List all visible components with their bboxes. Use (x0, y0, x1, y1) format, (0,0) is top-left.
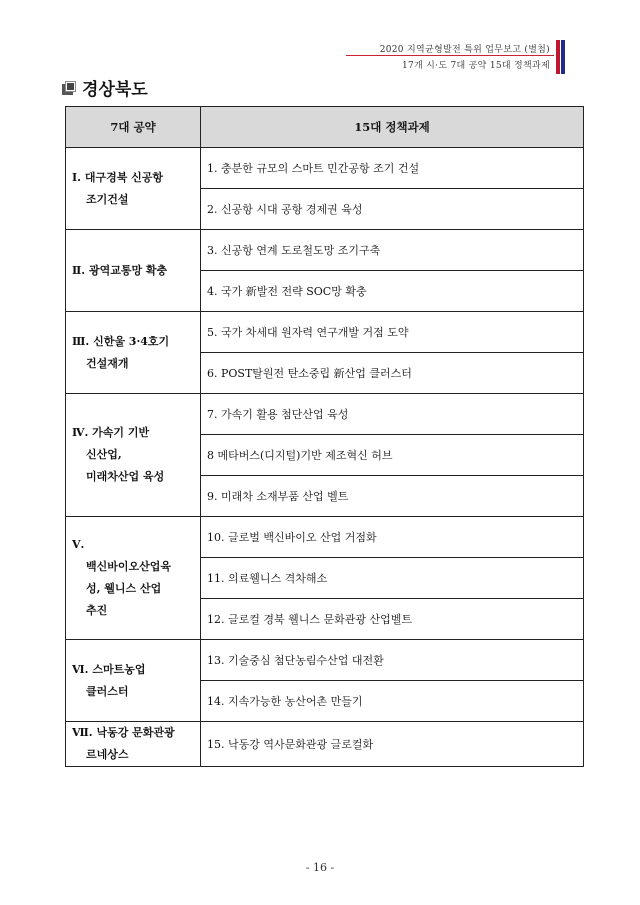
pledge-cell (66, 312, 201, 394)
task-cell: 2. 신공항 시대 공항 경제권 육성 (201, 189, 584, 230)
pledge-text: 대구경북 신공항 (84, 170, 164, 184)
column-header-tasks: 15대 정책과제 (201, 107, 584, 148)
task-cell: 12. 글로컬 경북 웰니스 문화관광 산업벨트 (201, 599, 584, 640)
task-cell: 1. 충분한 규모의 스마트 민간공항 조기 건설 (201, 148, 584, 189)
section-heading (62, 75, 148, 100)
report-header-title: 2020 지역균형발전 특위 업무보고 (별첨) (379, 45, 550, 55)
pledge-number: Ⅴ. (72, 538, 85, 551)
column-header-pledge: 7대 공약 (66, 107, 201, 148)
pledge-text: 건설재개 (86, 356, 129, 370)
pledge-text: 스마트농업 (92, 662, 146, 676)
task-cell: 8 메타버스(디지털)기반 제조혁신 허브 (201, 435, 584, 476)
header-flag-blue (561, 40, 565, 74)
pledge-text: 광역교통망 확충 (88, 263, 168, 277)
pledge-text: 성, 웰니스 산업 (86, 582, 162, 595)
pledge-text: 신산업, (86, 448, 122, 461)
header-rule (346, 55, 554, 56)
table-row (66, 230, 584, 271)
table-row (66, 394, 584, 435)
task-cell: 14. 지속가능한 농산어촌 만들기 (201, 681, 584, 722)
pledge-text: 르네상스 (86, 748, 129, 761)
table-row (66, 722, 584, 767)
policy-table (65, 106, 584, 767)
pledge-number: Ⅰ. (72, 170, 81, 184)
header-flag-red (556, 40, 560, 74)
pledge-cell (66, 394, 201, 517)
pledge-text: 신한울 3·4호기 (93, 334, 170, 348)
report-header-subtitle: 17개 시·도 7대 공약 15대 정책과제 (401, 61, 550, 71)
pledge-text: 추진 (86, 604, 108, 617)
task-cell: 4. 국가 新발전 전략 SOC망 확충 (201, 271, 584, 312)
pledge-number: Ⅵ. (72, 662, 89, 676)
pledge-text: 미래차산업 육성 (86, 470, 165, 483)
pledge-cell (66, 640, 201, 722)
pledge-cell (66, 722, 201, 767)
section-marker-icon (62, 81, 76, 95)
table-row (66, 640, 584, 681)
pledge-text: 백신바이오산업육 (86, 560, 172, 573)
pledge-cell (66, 230, 201, 312)
task-cell: 10. 글로벌 백신바이오 산업 거점화 (201, 517, 584, 558)
pledge-text: 클러스터 (86, 684, 129, 698)
pledge-text: 낙동강 문화관광 (96, 726, 175, 739)
pledge-number: Ⅳ. (72, 426, 89, 439)
table-row (66, 148, 584, 189)
pledge-cell (66, 517, 201, 640)
task-cell: 9. 미래차 소재부품 산업 벨트 (201, 476, 584, 517)
pledge-number: Ⅶ. (72, 726, 93, 739)
pledge-cell (66, 148, 201, 230)
task-cell: 3. 신공항 연계 도로철도망 조기구축 (201, 230, 584, 271)
task-cell: 7. 가속기 활용 첨단산업 육성 (201, 394, 584, 435)
task-cell: 5. 국가 차세대 원자력 연구개발 거점 도약 (201, 312, 584, 353)
pledge-text: 가속기 기반 (92, 426, 150, 439)
table-header-row (66, 107, 584, 148)
pledge-number: Ⅲ. (72, 334, 90, 348)
task-cell: 6. POST탈원전 탄소중립 新산업 클러스터 (201, 353, 584, 394)
task-cell: 15. 낙동강 역사문화관광 글로컬화 (201, 722, 584, 767)
page-number: - 16 - (305, 861, 335, 874)
table-row (66, 312, 584, 353)
pledge-number: Ⅱ. (72, 263, 86, 277)
pledge-text: 조기건설 (86, 192, 129, 206)
task-cell: 11. 의료웰니스 격차해소 (201, 558, 584, 599)
table-row (66, 517, 584, 558)
task-cell: 13. 기술중심 첨단농림수산업 대전환 (201, 640, 584, 681)
section-title: 경상북도 (82, 80, 148, 100)
